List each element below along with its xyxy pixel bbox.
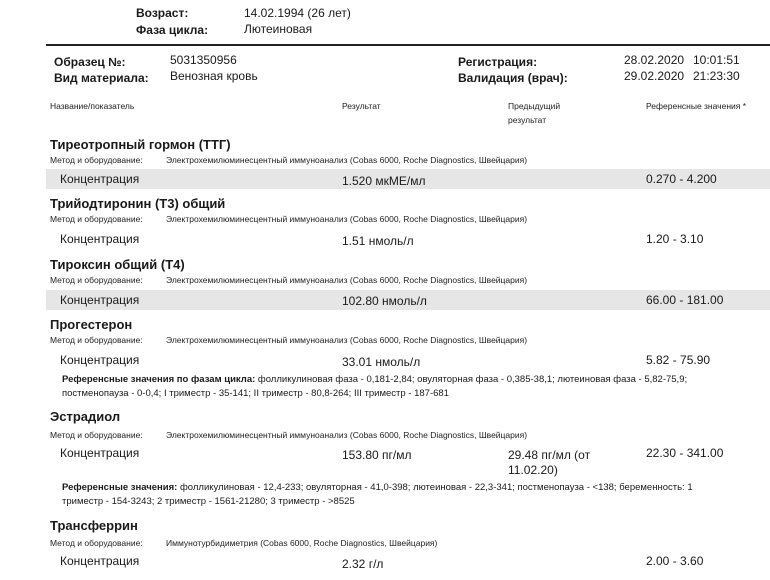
- registration-time: 10:01:51: [693, 53, 740, 67]
- header-divider: [46, 44, 770, 46]
- phase-label: Фаза цикла:: [136, 23, 209, 37]
- result-value: 1.520 мкМЕ/мл: [342, 174, 426, 188]
- method-label: Метод и оборудование:: [50, 214, 143, 224]
- param-name: Концентрация: [60, 353, 140, 367]
- age-value: 14.02.1994 (26 лет): [244, 6, 351, 20]
- param-name: Концентрация: [60, 232, 140, 246]
- method-label: Метод и оборудование:: [50, 275, 143, 285]
- test-title: Прогестерон: [50, 317, 133, 332]
- param-name: Концентрация: [60, 172, 140, 186]
- sample-number-label: Образец №:: [54, 55, 126, 69]
- test-title: Тиреотропный гормон (ТТГ): [50, 137, 231, 152]
- validation-label: Валидация (врач):: [458, 71, 568, 85]
- col-previous-line1: Предыдущий: [508, 101, 561, 111]
- validation-date: 29.02.2020: [624, 69, 685, 83]
- reference-value: 2.00 - 3.60: [646, 554, 704, 568]
- result-value: 153.80 пг/мл: [342, 448, 412, 462]
- method-label: Метод и оборудование:: [50, 538, 143, 548]
- material-value: Венозная кровь: [170, 69, 258, 83]
- method-text: Электрохемилюминесцентный иммуноанализ (Cobas 6000, Roche Diagnostics, Швейцария): [166, 214, 528, 224]
- note-label: Референсные значения:: [62, 482, 178, 493]
- method-label: Метод и оборудование:: [50, 335, 143, 345]
- reference-value: 66.00 - 181.00: [646, 293, 724, 307]
- test-title: Трийодтиронин (Т3) общий: [50, 196, 226, 211]
- result-value: 33.01 нмоль/л: [342, 355, 421, 369]
- phase-value: Лютеиновая: [244, 22, 313, 36]
- method-text: Электрохемилюминесцентный иммуноанализ (Cobas 6000, Roche Diagnostics, Швейцария): [166, 335, 528, 345]
- method-label: Метод и оборудование:: [50, 155, 143, 165]
- col-reference: Референсные значения *: [646, 101, 747, 111]
- registration-label: Регистрация:: [458, 55, 538, 69]
- param-name: Концентрация: [60, 446, 140, 460]
- method-text: Электрохемилюминесцентный иммуноанализ (Cobas 6000, Roche Diagnostics, Швейцария): [166, 155, 528, 165]
- method-text: Электрохемилюминесцентный иммуноанализ (Cobas 6000, Roche Diagnostics, Швейцария): [166, 430, 528, 440]
- param-name: Концентрация: [60, 293, 140, 307]
- method-text: Иммунотурбидиметрия (Cobas 6000, Roche Diagnostics, Швейцария): [166, 538, 438, 548]
- material-label: Вид материала:: [54, 71, 149, 85]
- result-value: 1.51 нмоль/л: [342, 234, 414, 248]
- previous-result-line1: 29.48 пг/мл (от: [508, 448, 591, 462]
- test-title: Тироксин общий (Т4): [50, 257, 185, 272]
- method-text: Электрохемилюминесцентный иммуноанализ (Cobas 6000, Roche Diagnostics, Швейцария): [166, 275, 528, 285]
- reference-value: 22.30 - 341.00: [646, 446, 724, 460]
- note-text: фолликулиновая фаза - 0,181-2,84; овуляторная фаза - 0,385-38,1; лютеиновая фаза - 5,82-75,9; постменопауза - 0-0,4; I триместр - 35-141; II триместр - 80,8-264; III триместр - 187-681: [62, 374, 688, 399]
- col-previous-line2: результат: [508, 115, 547, 125]
- estradiol-reference-note: [62, 481, 702, 509]
- reference-value: 1.20 - 3.10: [646, 232, 704, 246]
- test-title: Трансферрин: [50, 518, 138, 533]
- test-title: Эстрадиол: [50, 409, 121, 424]
- registration-date: 28.02.2020: [624, 53, 685, 67]
- result-value: 102.80 нмоль/л: [342, 294, 427, 308]
- phase-reference-note: [62, 373, 702, 401]
- note-text: фолликулиновая - 12,4-233; овуляторная - 41,0-398; лютеиновая - 22,3-341; постменопауза - <138; беременность: 1 триместр - 154-3243; 2 триместр - 1561-21280; 3 триместр - >8525: [62, 482, 693, 507]
- sample-number-value: 5031350956: [170, 53, 237, 67]
- param-name: Концентрация: [60, 554, 140, 568]
- age-label: Возраст:: [136, 6, 189, 20]
- previous-result-line2: 11.02.20): [508, 463, 558, 477]
- method-label: Метод и оборудование:: [50, 430, 143, 440]
- patient-header: [0, 0, 770, 42]
- reference-value: 5.82 - 75.90: [646, 353, 711, 367]
- validation-time: 21:23:30: [693, 69, 740, 83]
- col-result: Результат: [342, 101, 381, 111]
- reference-value: 0.270 - 4.200: [646, 172, 717, 186]
- note-label: Референсные значения по фазам цикла:: [62, 374, 256, 385]
- col-name: Название/показатель: [50, 101, 135, 111]
- result-value: 2.32 г/л: [342, 557, 384, 571]
